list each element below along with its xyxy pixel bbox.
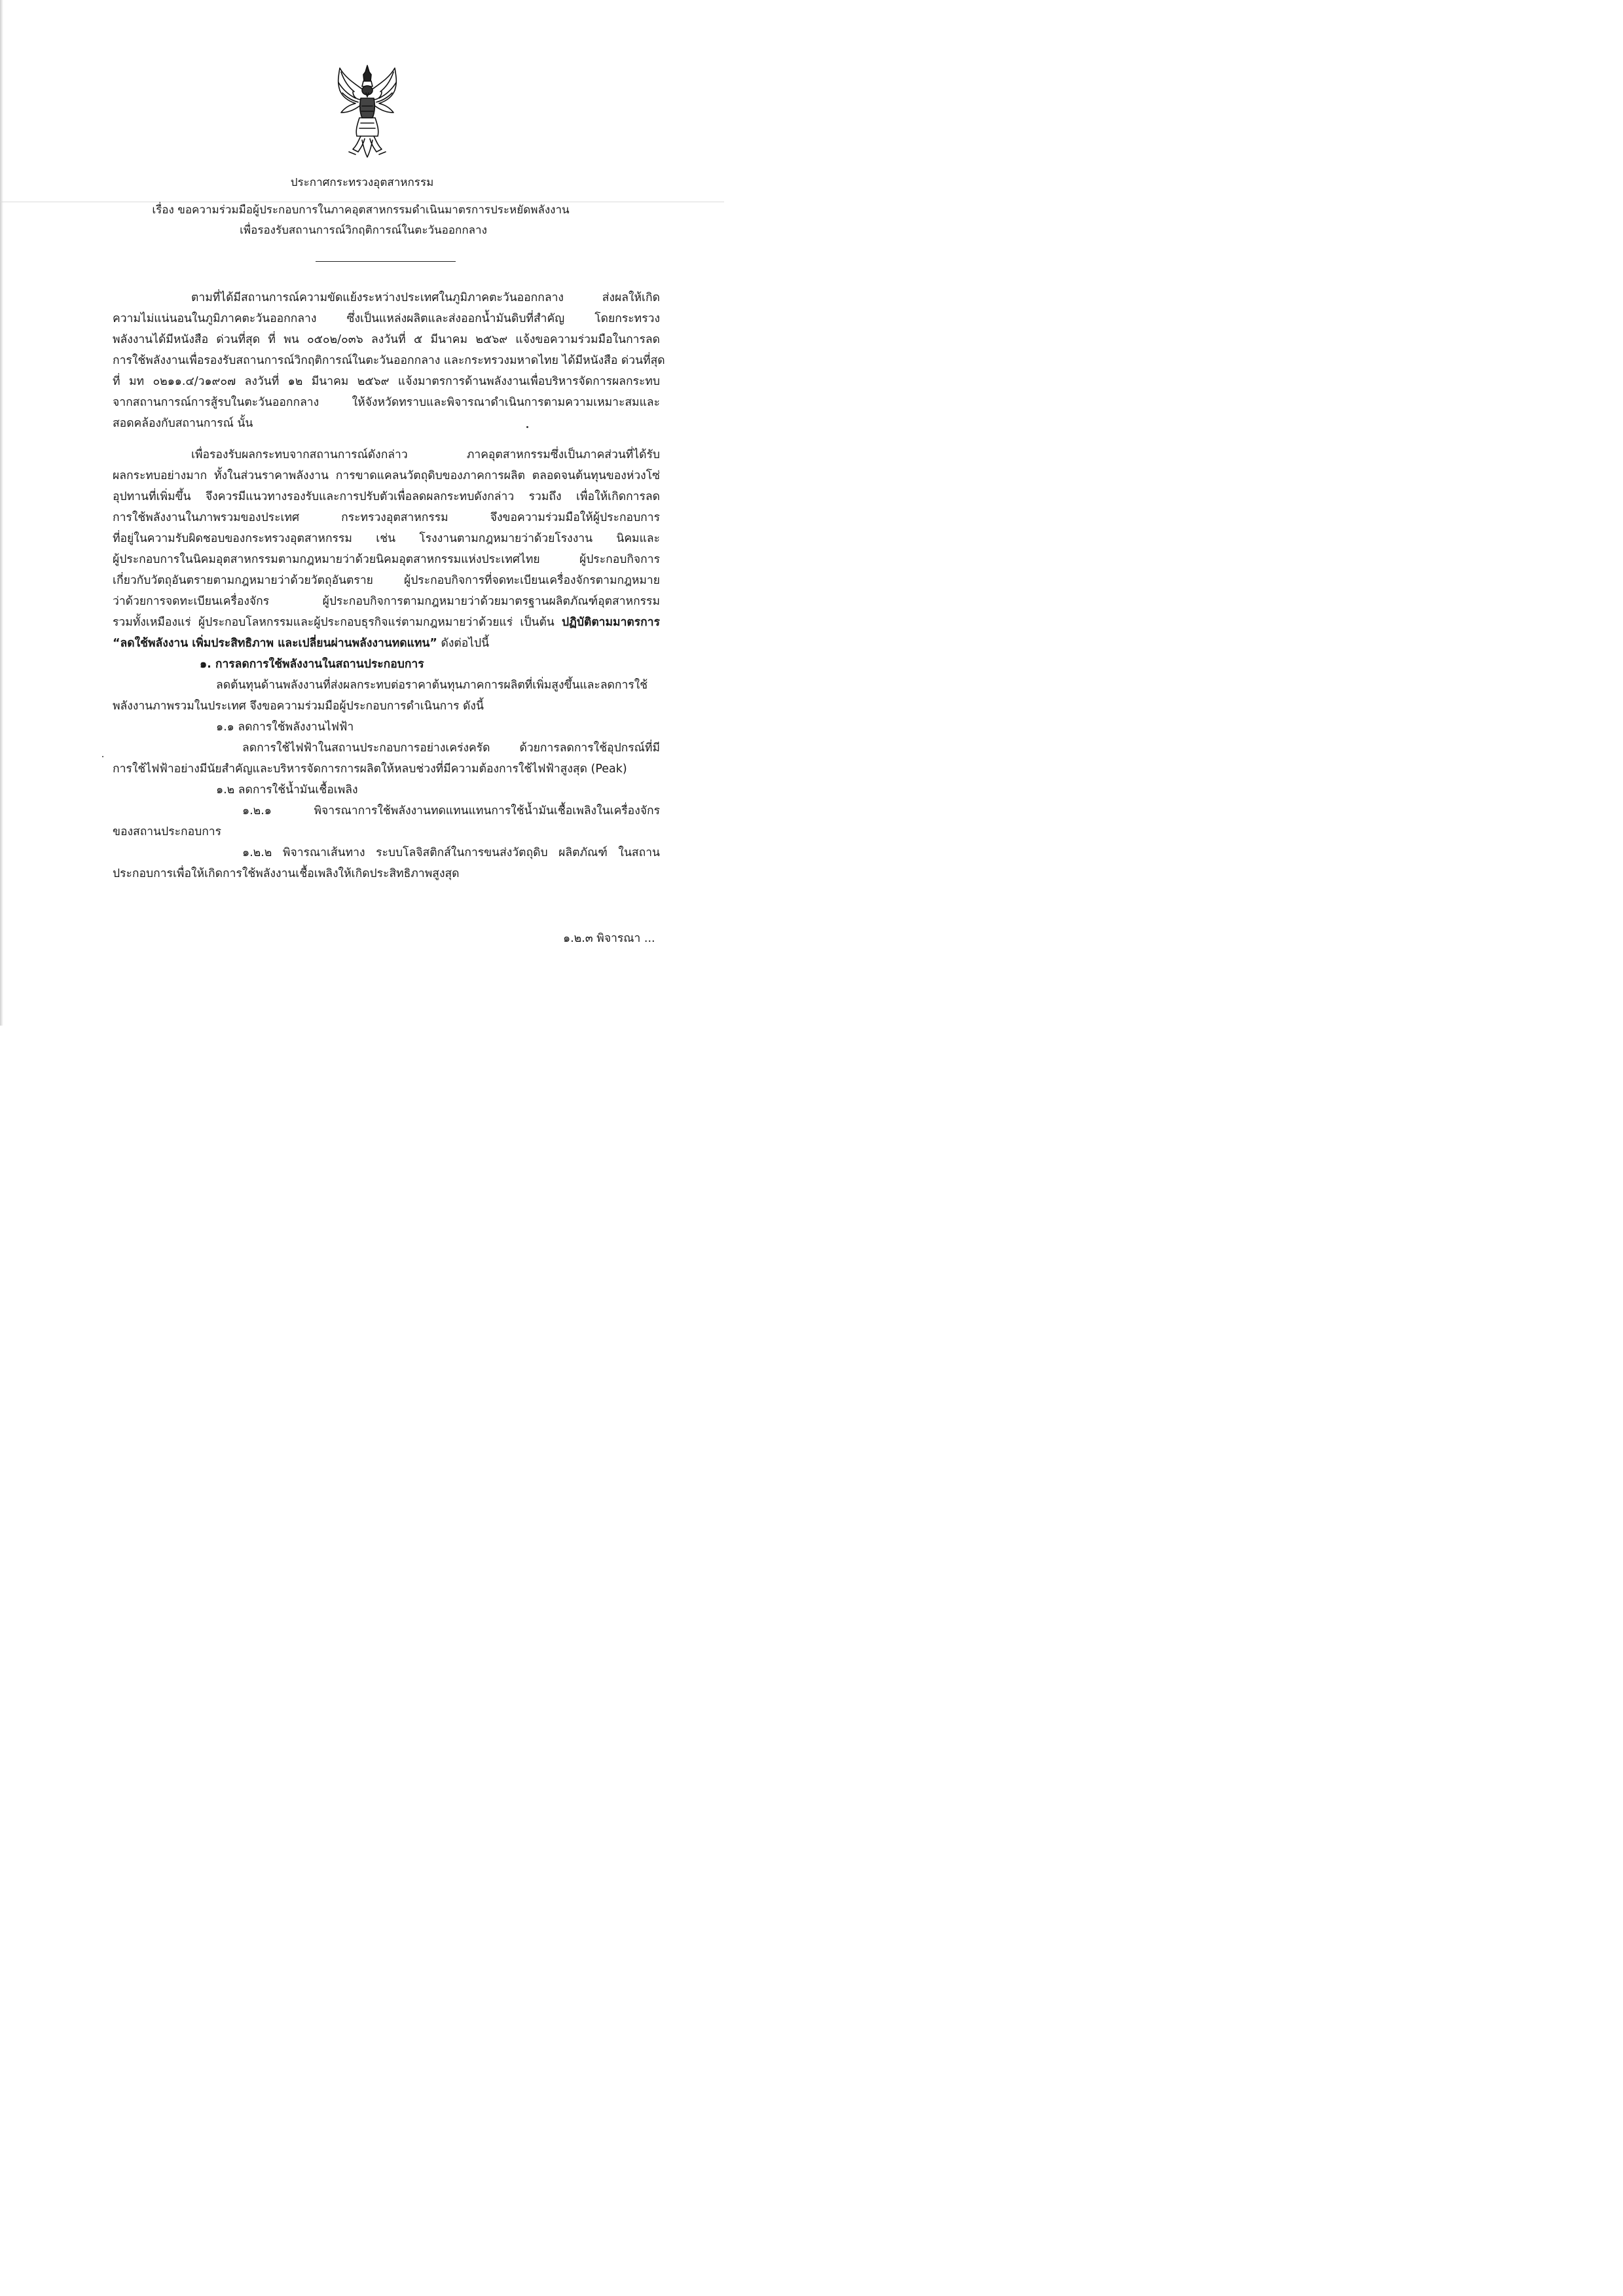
paragraph-2-line: เพื่อรองรับผลกระทบจากสถานการณ์ดังกล่าว ภาคอุตสาหกรรมซึ่งเป็นภาคส่วนที่ได้รับ — [191, 448, 660, 461]
section-1-text: พลังงานภาพรวมในประเทศ จึงขอความร่วมมือผู้ประกอบการดำเนินการ ดังนี้ — [113, 700, 484, 713]
scan-edge-shadow — [0, 0, 3, 1026]
section-1-2-1-text: ของสถานประกอบการ — [113, 825, 222, 838]
section-1-2-2-text: ๑.๒.๒ พิจารณาเส้นทาง ระบบโลจิสติกส์ในการขนส่งวัตถุดิบ ผลิตภัณฑ์ ในสถาน — [242, 846, 660, 859]
section-1-2-1-text: ๑.๒.๑ พิจารณาการใช้พลังงานทดแทนแทนการใช้น้ำมันเชื้อเพลิงในเครื่องจักร — [242, 804, 660, 817]
section-1-1-text: การใช้ไฟฟ้าอย่างมีนัยสำคัญและบริหารจัดการการผลิตให้หลบช่วงที่มีความต้องการใช้ไฟฟ้าสูงสุด (Peak) — [113, 762, 627, 776]
paragraph-1-line: ที่ มท ๐๒๑๑.๔/ว๑๙๐๗ ลงวันที่ ๑๒ มีนาคม ๒๕๖๙ แจ้งมาตรการด้านพลังงานเพื่อบริหารจัดการผลกระทบ — [113, 375, 660, 388]
section-1-1-text: ลดการใช้ไฟฟ้าในสถานประกอบการอย่างเคร่งครัด ด้วยการลดการใช้อุปกรณ์ที่มี — [242, 742, 660, 755]
paragraph-2-line: การใช้พลังงานในภาพรวมของประเทศ กระทรวงอุตสาหกรรม จึงขอความร่วมมือให้ผู้ประกอบการ — [113, 511, 660, 524]
paragraph-1-line: พลังงานได้มีหนังสือ ด่วนที่สุด ที่ พน ๐๕๐๒/๐๓๖ ลงวันที่ ๕ มีนาคม ๒๕๖๙ แจ้งขอความร่วมมือในการลด — [113, 333, 660, 346]
paragraph-1-line: การใช้พลังงานเพื่อรองรับสถานการณ์วิกฤติการณ์ในตะวันออกกลาง และกระทรวงมหาดไทย ได้มีหนังสือ ด่วนที่สุด — [113, 354, 665, 367]
section-1-heading: ๑. การลดการใช้พลังงานในสถานประกอบการ — [200, 658, 424, 671]
garuda-emblem-icon — [333, 63, 401, 160]
paragraph-1-line: สอดคล้องกับสถานการณ์ นั้น — [113, 417, 253, 430]
paragraph-2-line — [113, 615, 660, 630]
heading-divider — [316, 261, 456, 262]
scan-speck — [102, 756, 103, 757]
scan-speck — [526, 426, 528, 428]
measure-slogan: “ลดใช้พลังงาน เพิ่มประสิทธิภาพ และเปลี่ยนผ่านพลังงานทดแทน” — [113, 637, 437, 650]
announcement-title: ประกาศกระทรวงอุตสาหกรรม — [290, 176, 434, 189]
measure-emphasis: ปฏิบัติตามมาตรการ — [561, 616, 660, 629]
subject-line: เรื่อง ขอความร่วมมือผู้ประกอบการในภาคอุตสาหกรรมดำเนินมาตรการประหยัดพลังงาน — [152, 204, 570, 217]
paragraph-1-line: จากสถานการณ์การสู้รบในตะวันออกกลาง ให้จังหวัดทราบและพิจารณาดำเนินการตามความเหมาะสมและ — [113, 396, 660, 409]
section-1-1-heading: ๑.๑ ลดการใช้พลังงานไฟฟ้า — [216, 721, 354, 734]
paragraph-2-line: ผลกระทบอย่างมาก ทั้งในส่วนราคาพลังงาน การขาดแคลนวัตถุดิบของภาคการผลิต ตลอดจนต้นทุนของห่วงโซ่ — [113, 469, 660, 482]
paragraph-2-line: ผู้ประกอบการในนิคมอุตสาหกรรมตามกฎหมายว่าด้วยนิคมอุตสาหกรรมแห่งประเทศไทย ผู้ประกอบกิจการ — [113, 553, 660, 566]
paragraph-2-line: ว่าด้วยการจดทะเบียนเครื่องจักร ผู้ประกอบกิจการตามกฎหมายว่าด้วยมาตรฐานผลิตภัณฑ์อุตสาหกรรม — [113, 595, 660, 608]
paragraph-2-text: ดังต่อไปนี้ — [437, 637, 490, 650]
subject-line-continued: เพื่อรองรับสถานการณ์วิกฤติการณ์ในตะวันออกกลาง — [240, 224, 487, 237]
paragraph-2-line — [113, 636, 489, 651]
paragraph-1-line: ตามที่ได้มีสถานการณ์ความขัดแย้งระหว่างประเทศในภูมิภาคตะวันออกกลาง ส่งผลให้เกิด — [191, 291, 660, 304]
section-1-2-2-text: ประกอบการเพื่อให้เกิดการใช้พลังงานเชื้อเพลิงให้เกิดประสิทธิภาพสูงสุด — [113, 867, 460, 880]
paragraph-2-line: ที่อยู่ในความรับผิดชอบของกระทรวงอุตสาหกรรม เช่น โรงงานตามกฎหมายว่าด้วยโรงงาน นิคมและ — [113, 532, 660, 545]
document-page — [0, 0, 724, 1026]
section-1-2-heading: ๑.๒ ลดการใช้น้ำมันเชื้อเพลิง — [216, 783, 358, 797]
paragraph-2-line: อุปทานที่เพิ่มขึ้น จึงควรมีแนวทางรองรับและการปรับตัวเพื่อลดผลกระทบดังกล่าว รวมถึง เพื่อให้เกิดการลด — [113, 490, 660, 503]
section-1-text: ลดต้นทุนด้านพลังงานที่ส่งผลกระทบต่อราคาต้นทุนภาคการผลิตที่เพิ่มสูงขึ้นและลดการใช้ — [216, 679, 648, 692]
paragraph-1-line: ความไม่แน่นอนในภูมิภาคตะวันออกกลาง ซึ่งเป็นแหล่งผลิตและส่งออกน้ำมันดิบที่สำคัญ โดยกระทรวง — [113, 312, 660, 325]
paragraph-2-line: เกี่ยวกับวัตถุอันตรายตามกฎหมายว่าด้วยวัตถุอันตราย ผู้ประกอบกิจการที่จดทะเบียนเครื่องจักรตามกฎหมาย — [113, 574, 660, 587]
paragraph-2-text: รวมทั้งเหมืองแร่ ผู้ประกอบโลหกรรมและผู้ประกอบธุรกิจแร่ตามกฎหมายว่าด้วยแร่ เป็นต้น — [113, 616, 562, 629]
page-continuation: ๑.๒.๓ พิจารณา ... — [563, 932, 655, 945]
